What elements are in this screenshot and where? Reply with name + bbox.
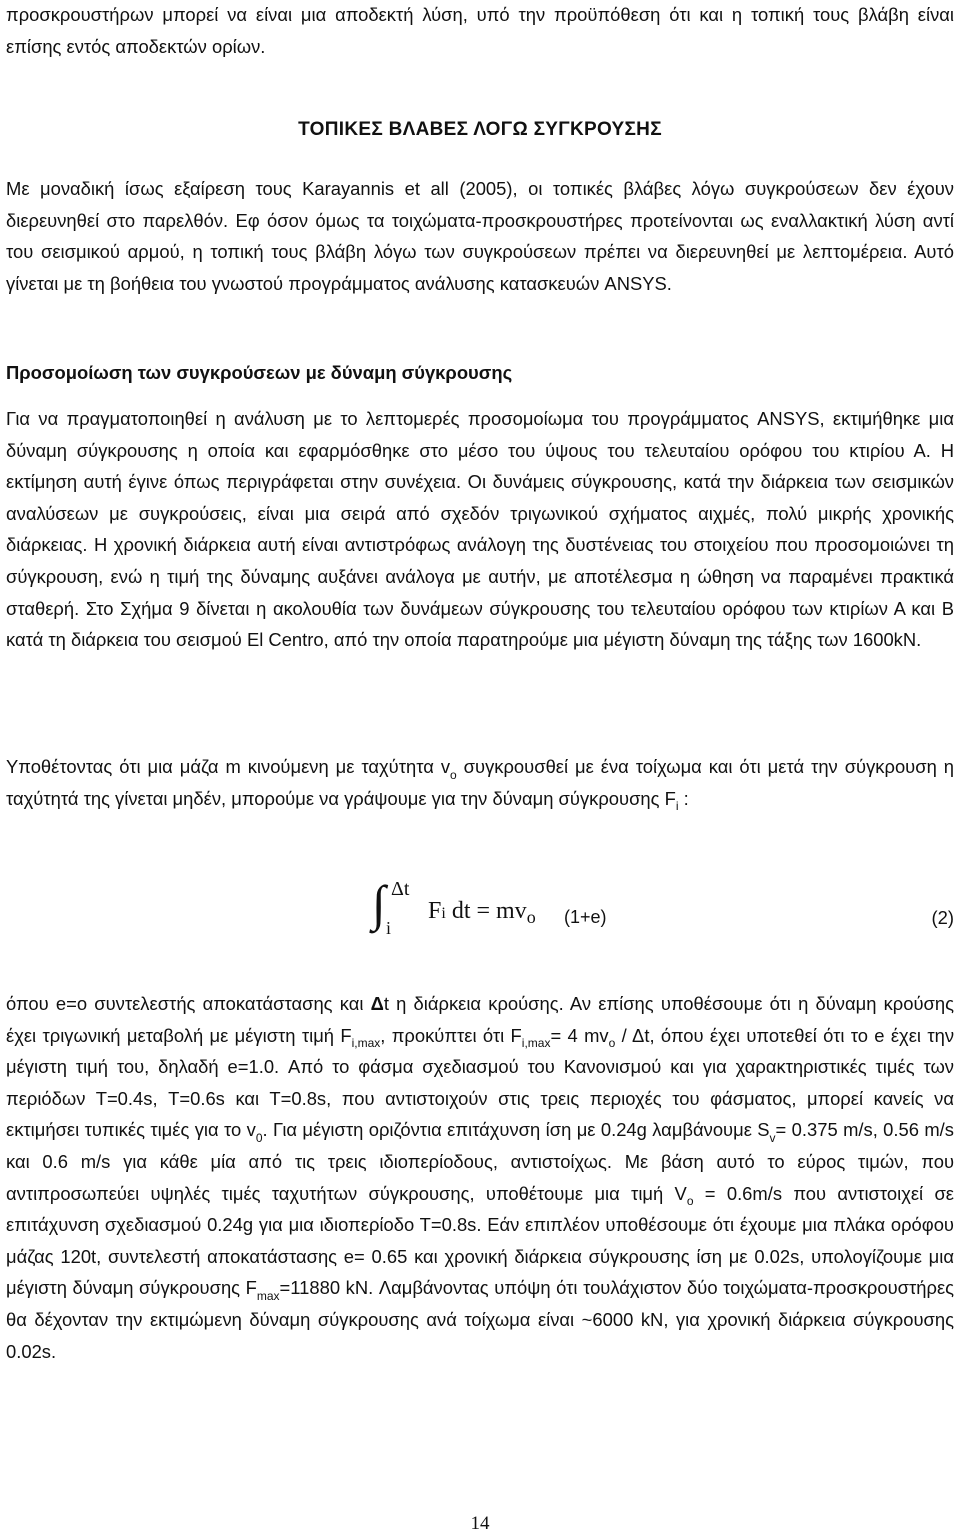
subscript: max xyxy=(256,1289,280,1304)
integrand: F xyxy=(428,898,442,924)
text-segment: = 0.6m/s που αντιστοιχεί σε επιτάχυνση σχεδιασμού 0.24g για μια ιδιοπερίοδο Τ=0.8s. Εάν επιπλέον υποθέσουμε ότι έχουμε μια πλάκα ορόφου μάζας 120t, συντελεστή αποκατάστασης e= 0.65 και χρονική διάρκεια σύγκρουσης ίση με 0.02s, υπολογίζουμε μια μέγιστη δύναμη σύγκρουσης F xyxy=(6,1182,954,1299)
subscript: ο xyxy=(450,767,457,782)
subsection-heading: Προσομοίωση των συγκρούσεων με δύναμη σύγκρουσης xyxy=(6,362,513,383)
rhs-subscript: o xyxy=(526,907,536,927)
text-segment: =11880 kN. Λαμβάνοντας υπόψη ότι τουλάχιστον δύο τοιχώματα-προσκρουστήρες θα δέχονταν την εκτιμώμενη δύναμη σύγκρουσης ανά τοίχωμα είναι ~6000 kN, για χρονική διάρκεια σύγκρουσης 0.02s. xyxy=(6,1277,955,1362)
text-segment: = 0.375 m/s, 0.56 m/s και 0.6 m/s για κάθε μία από τις τρεις ιδιοπερίοδους, αντιστοίχως. Με βάση αυτό το εύρος τιμών, που αντιπροσωπεύει υψηλές τιμές ταχυτήτων σύγκρουσης, υποθέτουμε μια τιμή V xyxy=(6,1119,954,1204)
subscript: ο xyxy=(608,1036,616,1051)
equation-number: (2) xyxy=(931,907,954,928)
equation-rhs: dt = mv xyxy=(445,898,527,924)
local-damage-text: Με μοναδική ίσως εξαίρεση τους Karayannis et all (2005), οι τοπικές βλάβες λόγω συγκρούσεων δεν έχουν διερευνηθεί στο παρελθόν. Εφ όσον όμως τα τοιχώματα-προσκρουστήρες προτείνονται ως εναλλακτική λύση αντί του σεισμικού αρμού, η τοπική τους βλάβη λόγω των συγκρούσεων πρέπει να διερευνηθεί με λεπτομέρεια. Αυτό γίνεται με τη βοήθεια του γνωστού προγράμματος ανάλυσης κατασκευών ANSYS. xyxy=(6,178,954,294)
integral-sign: ∫ xyxy=(372,875,386,931)
subscript: ο xyxy=(686,1194,694,1209)
text-segment: Υποθέτοντας ότι μια μάζα m κινούμενη με ταχύτητα v xyxy=(6,756,451,777)
text-segment: , προκύπτει ότι F xyxy=(380,1024,522,1046)
section-heading: ΤΟΠΙΚΕΣ ΒΛΑΒΕΣ ΛΟΓΩ ΣΥΓΚΡΟΥΣΗΣ xyxy=(298,119,662,140)
force-estimation-paragraph xyxy=(6,988,954,1367)
integrand-subscript: i xyxy=(441,905,446,922)
subscript: i,max xyxy=(521,1036,551,1051)
text-segment: t η διάρκεια κρούσης. Αν επίσης υποθέσουμε ότι η δύναμη κρούσης έχει τριγωνική μεταβολή με μέγιστη τιμή F xyxy=(6,993,954,1046)
impact-force-paragraph xyxy=(6,403,954,656)
integral-upper-limit: Δt xyxy=(391,878,410,900)
subscript: v xyxy=(769,1131,776,1146)
local-damage-paragraph xyxy=(6,173,954,299)
equation-body xyxy=(428,898,536,925)
page-number: 14 xyxy=(470,1513,490,1534)
subscript: i xyxy=(675,799,679,814)
intro-paragraph xyxy=(6,0,954,62)
text-segment: / Δt, όπου έχει υποτεθεί ότι το e έχει την μέγιστη τιμή του, δηλαδή e=1.0. Από το φάσμα σχεδιασμού του Κανονισμού και για χαρακτηριστικές τιμές των περιόδων Τ=0.4s, Τ=0.6s και Τ=0.8s, που αντιστοιχούν στις τρεις περιοχές του φάσματος, μπορεί κανείς να εκτιμήσει τυπικές τιμές για το v xyxy=(6,1024,955,1141)
integral-lower-limit: i xyxy=(386,918,392,938)
subscript: i,max xyxy=(351,1036,381,1051)
intro-text: προσκρουστήρων μπορεί να είναι μια αποδεκτή λύση, υπό την προϋπόθεση ότι και η τοπική τους βλάβη είναι επίσης εντός αποδεκτών ορίων. xyxy=(6,4,954,57)
subscript: 0 xyxy=(255,1131,263,1146)
text-segment: . Για μέγιστη οριζόντια επιτάχυνση ίση με 0.24g λαμβάνουμε S xyxy=(262,1119,770,1141)
restitution-factor: (1+e) xyxy=(564,907,607,927)
velocity-assumption-paragraph xyxy=(6,751,954,814)
text-segment: όπου e=ο συντελεστής αποκατάστασης και xyxy=(6,993,371,1014)
text-segment: συγκρουσθεί με ένα τοίχωμα και ότι μετά την σύγκρουση η ταχύτητά της γίνεται μηδέν, μπορούμε να γράψουμε για την δύναμη σύγκρουσης F xyxy=(6,756,954,809)
text-segment: = 4 mv xyxy=(550,1024,609,1046)
impact-force-text: Για να πραγματοποιηθεί η ανάλυση με το λεπτομερές προσομοίωμα του προγράμματος ANSYS, εκτιμήθηκε μια δύναμη σύγκρουσης η οποία και εφαρμόσθηκε στο μέσο του ύψους του τελευταίου ορόφου του κτιρίου Α. Η εκτίμηση αυτή έγινε όπως περιγράφεται στην συνέχεια. Οι δυνάμεις σύγκρουσης, κατά την διάρκεια των σεισμικών αναλύσεων με συγκρούσεις, είναι μια σειρά από σχεδόν τριγωνικού σχήματος αιχμές, πολύ μικρής χρονικής διάρκειας. Η χρονική διάρκεια αυτή είναι αντιστρόφως ανάλογη της δυστένειας του στοιχείου που προσομοιώνει τη σύγκρουση, ενώ η τιμή της δύναμης αυξάνει ανάλογα με αυτήν, με αποτέλεσμα η ώθηση να παραμένει πρακτικά σταθερή. Στο Σχήμα 9 δίνεται η ακολουθία των δυνάμεων σύγκρουσης του τελευταίου ορόφου των κτιρίων Α και Β κατά τη διάρκεια του σεισμού El Centro, από την οποία παρατηρούμε μια μέγιστη δύναμη της τάξης των 1600kN. xyxy=(6,408,954,651)
impulse-equation xyxy=(0,875,960,940)
delta-symbol: Δ xyxy=(370,993,384,1014)
text-segment: : xyxy=(678,787,689,809)
